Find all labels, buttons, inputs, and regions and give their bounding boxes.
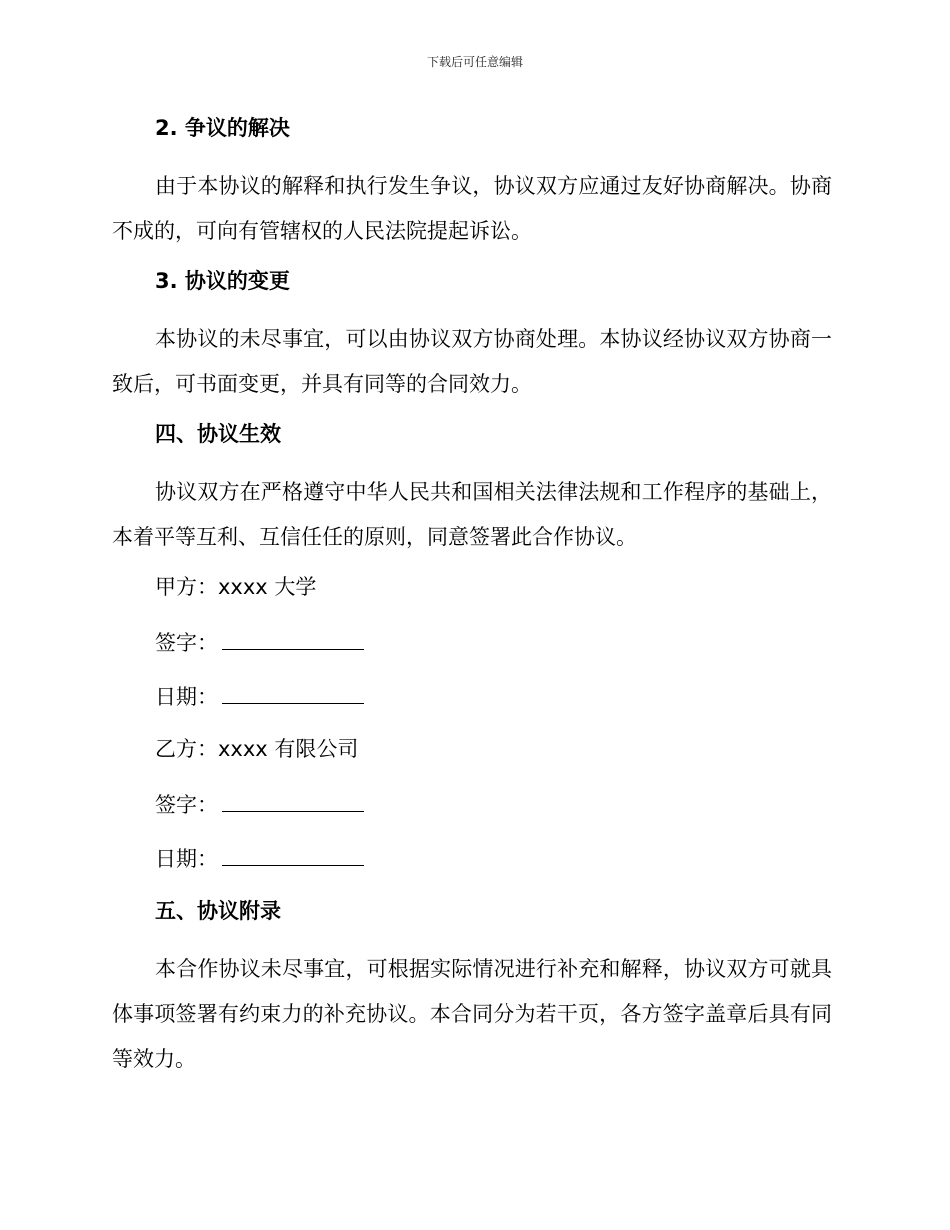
party-b-signature-row	[112, 785, 832, 821]
section-heading-appendix: 五、协议附录	[155, 899, 281, 923]
party-b-signature-line[interactable]	[222, 785, 364, 812]
party-a-date-label: 日期：	[155, 685, 218, 709]
party-a-name: xxxx 大学	[218, 575, 317, 599]
page-header-note: 下载后可任意编辑	[426, 55, 523, 69]
section-body-amendment: 本协议的未尽事宜，可以由协议双方协商处理。本协议经协议双方协商一致后，可书面变更，并具有同等的合同效力。	[112, 327, 832, 396]
party-b-label: 乙方：	[155, 737, 218, 761]
party-b-signature-label: 签字：	[155, 793, 218, 817]
party-a-signature-row	[112, 623, 832, 659]
party-a-row	[112, 569, 832, 605]
section-heading-dispute: 2. 争议的解决	[155, 116, 290, 140]
section-heading-amendment: 3. 协议的变更	[155, 269, 290, 293]
party-b-date-row	[112, 839, 832, 875]
party-a-date-line[interactable]	[222, 677, 364, 704]
document-body	[112, 110, 832, 1091]
party-b-row	[112, 731, 832, 767]
section-body-appendix: 本合作协议未尽事宜，可根据实际情况进行补充和解释，协议双方可就具体事项签署有约束力的补充协议。本合同分为若干页，各方签字盖章后具有同等效力。	[112, 957, 832, 1071]
party-b-date-label: 日期：	[155, 847, 218, 871]
party-b-date-line[interactable]	[222, 839, 364, 866]
section-body-effect: 协议双方在严格遵守中华人民共和国相关法律法规和工作程序的基础上，本着平等互利、互信任任的原则，同意签署此合作协议。	[112, 480, 832, 549]
party-b-name: xxxx 有限公司	[218, 737, 359, 761]
party-a-signature-label: 签字：	[155, 631, 218, 655]
party-a-signature-line[interactable]	[222, 623, 364, 650]
section-heading-effect: 四、协议生效	[155, 422, 281, 446]
party-a-date-row	[112, 677, 832, 713]
party-a-label: 甲方：	[155, 575, 218, 599]
section-body-dispute: 由于本协议的解释和执行发生争议，协议双方应通过友好协商解决。协商不成的，可向有管辖权的人民法院提起诉讼。	[112, 174, 832, 243]
